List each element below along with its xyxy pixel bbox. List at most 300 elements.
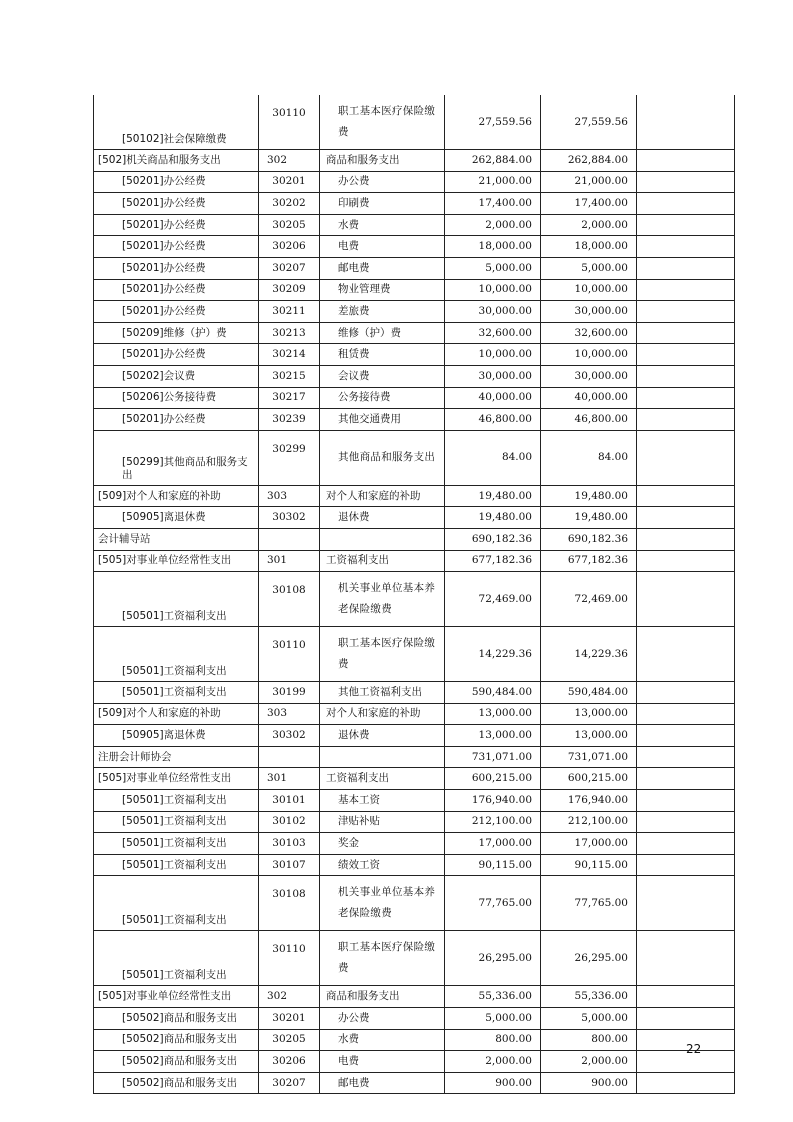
note-cell (637, 550, 735, 572)
econ-name-cell: 办公费 (320, 1008, 445, 1030)
table-row (94, 746, 735, 768)
amount-cell: 800.00 (445, 1029, 541, 1051)
category-cell (94, 344, 259, 366)
econ-code-cell: 30239 (259, 409, 320, 431)
table-row (94, 236, 735, 258)
note-cell (637, 876, 735, 931)
amount-cell: 30,000.00 (445, 301, 541, 323)
econ-code-cell: 30201 (259, 171, 320, 193)
note-cell (637, 833, 735, 855)
table-row (94, 986, 735, 1008)
econ-name-cell: 职工基本医疗保险缴费 (320, 627, 445, 682)
amount-cell: 262,884.00 (541, 150, 637, 172)
category-cell (94, 387, 259, 409)
amount-cell: 84.00 (445, 430, 541, 485)
table-row (94, 171, 735, 193)
category-cell (94, 627, 259, 682)
econ-name-cell: 物业管理费 (320, 279, 445, 301)
note-cell (637, 682, 735, 704)
note-cell (637, 193, 735, 215)
category-code: [50502] (122, 1011, 164, 1024)
econ-name-cell: 奖金 (320, 833, 445, 855)
econ-code-cell: 30217 (259, 387, 320, 409)
econ-name-cell: 电费 (320, 236, 445, 258)
econ-code-cell: 30211 (259, 301, 320, 323)
econ-code-cell: 30207 (259, 1072, 320, 1094)
category-cell (94, 572, 259, 627)
category-cell (94, 682, 259, 704)
category-cell (94, 986, 259, 1008)
note-cell (637, 150, 735, 172)
amount-cell: 32,600.00 (541, 322, 637, 344)
category-name: 对个人和家庭的补助 (126, 489, 221, 502)
category-cell (94, 507, 259, 529)
amount-cell: 677,182.36 (541, 550, 637, 572)
amount-cell: 72,469.00 (445, 572, 541, 627)
category-code: [50501] (122, 858, 164, 871)
category-code: [50201] (122, 348, 164, 361)
note-cell (637, 703, 735, 725)
amount-cell: 27,559.56 (445, 95, 541, 150)
note-cell (637, 572, 735, 627)
note-cell (637, 236, 735, 258)
category-code: [50502] (122, 1076, 164, 1089)
table-row (94, 931, 735, 986)
amount-cell: 46,800.00 (541, 409, 637, 431)
category-cell (94, 95, 259, 150)
amount-cell: 18,000.00 (541, 236, 637, 258)
table-body (94, 95, 735, 1094)
amount-cell: 19,480.00 (541, 485, 637, 507)
category-cell (94, 171, 259, 193)
econ-name-cell: 其他商品和服务支出 (320, 430, 445, 485)
amount-cell: 2,000.00 (445, 1051, 541, 1073)
note-cell (637, 768, 735, 790)
econ-code-cell: 30110 (259, 931, 320, 986)
category-code: [505] (98, 990, 127, 1003)
amount-cell: 731,071.00 (541, 746, 637, 768)
note-cell (637, 409, 735, 431)
table-row (94, 833, 735, 855)
table-row (94, 485, 735, 507)
econ-name-cell: 机关事业单位基本养老保险缴费 (320, 876, 445, 931)
category-code: [50201] (122, 283, 164, 296)
category-cell (94, 790, 259, 812)
category-name: 工资福利支出 (163, 793, 227, 806)
category-name: 商品和服务支出 (163, 1033, 238, 1046)
amount-cell: 5,000.00 (541, 1008, 637, 1030)
page-number: 22 (686, 1042, 702, 1056)
category-code: [50201] (122, 240, 164, 253)
category-cell (94, 409, 259, 431)
note-cell (637, 214, 735, 236)
table-row (94, 214, 735, 236)
econ-name-cell: 对个人和家庭的补助 (320, 703, 445, 725)
note-cell (637, 322, 735, 344)
category-cell (94, 150, 259, 172)
category-name: 办公经费 (163, 283, 206, 296)
econ-code-cell: 301 (259, 550, 320, 572)
econ-name-cell (320, 746, 445, 768)
table-row (94, 1008, 735, 1030)
category-code: [50905] (122, 729, 164, 742)
table-row (94, 365, 735, 387)
category-name: 工资福利支出 (163, 837, 227, 850)
amount-cell: 55,336.00 (541, 986, 637, 1008)
category-name: 工资福利支出 (163, 858, 227, 871)
econ-name-cell: 职工基本医疗保险缴费 (320, 95, 445, 150)
table-row (94, 409, 735, 431)
table-row (94, 528, 735, 550)
econ-code-cell: 30206 (259, 236, 320, 258)
note-cell (637, 95, 735, 150)
amount-cell: 46,800.00 (445, 409, 541, 431)
econ-code-cell: 30108 (259, 876, 320, 931)
table-row (94, 703, 735, 725)
category-code: [502] (98, 153, 127, 166)
econ-code-cell: 30209 (259, 279, 320, 301)
table-row (94, 193, 735, 215)
amount-cell: 17,400.00 (541, 193, 637, 215)
category-name: 离退休费 (163, 511, 206, 524)
table-row (94, 550, 735, 572)
table-row (94, 725, 735, 747)
amount-cell: 14,229.36 (541, 627, 637, 682)
amount-cell: 5,000.00 (445, 257, 541, 279)
category-name: 办公经费 (163, 175, 206, 188)
category-code: [50209] (122, 326, 164, 339)
budget-table (93, 95, 735, 1094)
table-row (94, 1072, 735, 1094)
note-cell (637, 344, 735, 366)
amount-cell: 84.00 (541, 430, 637, 485)
category-code: [50206] (122, 391, 164, 404)
amount-cell: 32,600.00 (445, 322, 541, 344)
amount-cell: 90,115.00 (445, 854, 541, 876)
amount-cell: 176,940.00 (541, 790, 637, 812)
table-row (94, 768, 735, 790)
table-row (94, 682, 735, 704)
note-cell (637, 279, 735, 301)
category-cell (94, 1072, 259, 1094)
amount-cell: 13,000.00 (541, 725, 637, 747)
econ-name-cell: 邮电费 (320, 257, 445, 279)
econ-name-cell: 水费 (320, 214, 445, 236)
category-name: 机关商品和服务支出 (126, 153, 221, 166)
note-cell (637, 301, 735, 323)
category-code: [50201] (122, 218, 164, 231)
category-cell (94, 811, 259, 833)
amount-cell: 17,000.00 (445, 833, 541, 855)
econ-code-cell: 30213 (259, 322, 320, 344)
note-cell (637, 430, 735, 485)
category-cell (94, 768, 259, 790)
category-cell (94, 746, 259, 768)
category-cell (94, 301, 259, 323)
amount-cell: 600,215.00 (541, 768, 637, 790)
category-name: 商品和服务支出 (163, 1076, 238, 1089)
amount-cell: 10,000.00 (445, 279, 541, 301)
category-name: 商品和服务支出 (163, 1011, 238, 1024)
econ-code-cell: 30107 (259, 854, 320, 876)
category-cell (94, 279, 259, 301)
econ-code-cell: 30214 (259, 344, 320, 366)
econ-name-cell: 商品和服务支出 (320, 150, 445, 172)
econ-code-cell: 30206 (259, 1051, 320, 1073)
note-cell (637, 986, 735, 1008)
note-cell (637, 790, 735, 812)
amount-cell: 21,000.00 (541, 171, 637, 193)
amount-cell: 590,484.00 (541, 682, 637, 704)
category-cell (94, 703, 259, 725)
category-code: [505] (98, 772, 127, 785)
category-cell (94, 876, 259, 931)
category-cell (94, 257, 259, 279)
category-name: 商品和服务支出 (163, 1055, 238, 1068)
category-code: [509] (98, 707, 127, 720)
note-cell (637, 257, 735, 279)
note-cell (637, 387, 735, 409)
category-cell (94, 365, 259, 387)
table-row (94, 257, 735, 279)
note-cell (637, 627, 735, 682)
amount-cell: 26,295.00 (445, 931, 541, 986)
category-cell (94, 854, 259, 876)
category-cell (94, 833, 259, 855)
category-code: [50502] (122, 1055, 164, 1068)
amount-cell: 731,071.00 (445, 746, 541, 768)
econ-name-cell: 工资福利支出 (320, 550, 445, 572)
category-name: 工资福利支出 (163, 815, 227, 828)
econ-name-cell: 工资福利支出 (320, 768, 445, 790)
category-code: [505] (98, 554, 127, 567)
amount-cell: 72,469.00 (541, 572, 637, 627)
econ-code-cell: 30205 (259, 1029, 320, 1051)
amount-cell: 10,000.00 (541, 344, 637, 366)
category-code: [50501] (122, 969, 164, 982)
amount-cell: 40,000.00 (541, 387, 637, 409)
table-row (94, 279, 735, 301)
category-name: 办公经费 (163, 261, 206, 274)
note-cell (637, 725, 735, 747)
amount-cell: 13,000.00 (445, 703, 541, 725)
table-row (94, 1029, 735, 1051)
amount-cell: 10,000.00 (445, 344, 541, 366)
note-cell (637, 528, 735, 550)
category-name: 社会保障缴费 (163, 133, 227, 145)
category-code: [50501] (122, 793, 164, 806)
amount-cell: 262,884.00 (445, 150, 541, 172)
category-cell (94, 430, 259, 485)
amount-cell: 13,000.00 (541, 703, 637, 725)
amount-cell: 5,000.00 (445, 1008, 541, 1030)
econ-code-cell: 30202 (259, 193, 320, 215)
table-row (94, 344, 735, 366)
category-name: 维修（护）费 (163, 326, 227, 339)
econ-name-cell: 差旅费 (320, 301, 445, 323)
table-row (94, 854, 735, 876)
amount-cell: 800.00 (541, 1029, 637, 1051)
category-cell (94, 214, 259, 236)
econ-name-cell: 办公费 (320, 171, 445, 193)
table-row (94, 507, 735, 529)
category-name: 工资福利支出 (163, 914, 227, 927)
note-cell (637, 507, 735, 529)
econ-name-cell: 绩效工资 (320, 854, 445, 876)
category-code: [50201] (122, 304, 164, 317)
table-row (94, 811, 735, 833)
category-code: [50501] (122, 914, 164, 927)
note-cell (637, 811, 735, 833)
category-cell (94, 322, 259, 344)
econ-name-cell: 其他工资福利支出 (320, 682, 445, 704)
econ-code-cell: 30199 (259, 682, 320, 704)
econ-code-cell: 30207 (259, 257, 320, 279)
amount-cell: 590,484.00 (445, 682, 541, 704)
econ-name-cell: 电费 (320, 1051, 445, 1073)
category-name: 办公经费 (163, 240, 206, 253)
category-code: [50905] (122, 511, 164, 524)
econ-name-cell: 基本工资 (320, 790, 445, 812)
category-name: 办公经费 (163, 412, 206, 425)
category-cell (94, 236, 259, 258)
econ-code-cell: 30201 (259, 1008, 320, 1030)
category-code: [50501] (122, 610, 164, 623)
econ-code-cell: 303 (259, 703, 320, 725)
amount-cell: 18,000.00 (445, 236, 541, 258)
econ-code-cell (259, 746, 320, 768)
category-name: 办公经费 (163, 218, 206, 231)
category-name: 对事业单位经常性支出 (126, 554, 232, 567)
table-row (94, 572, 735, 627)
category-code: [50501] (122, 665, 164, 678)
econ-name-cell: 会议费 (320, 365, 445, 387)
amount-cell: 40,000.00 (445, 387, 541, 409)
category-cell (94, 1051, 259, 1073)
amount-cell: 690,182.36 (445, 528, 541, 550)
category-code: [50502] (122, 1033, 164, 1046)
econ-code-cell: 30302 (259, 507, 320, 529)
category-code: [50501] (122, 837, 164, 850)
amount-cell: 55,336.00 (445, 986, 541, 1008)
category-code: [50501] (122, 815, 164, 828)
amount-cell: 600,215.00 (445, 768, 541, 790)
amount-cell: 19,480.00 (445, 485, 541, 507)
econ-code-cell: 30102 (259, 811, 320, 833)
table-row (94, 430, 735, 485)
econ-code-cell: 30215 (259, 365, 320, 387)
note-cell (637, 854, 735, 876)
amount-cell: 677,182.36 (445, 550, 541, 572)
econ-name-cell: 维修（护）费 (320, 322, 445, 344)
amount-cell: 27,559.56 (541, 95, 637, 150)
amount-cell: 900.00 (541, 1072, 637, 1094)
category-code: [509] (98, 489, 127, 502)
category-name: 工资福利支出 (163, 610, 227, 623)
category-name: 工资福利支出 (163, 685, 227, 698)
category-name: 其他商品和服务支出 (122, 455, 248, 481)
amount-cell: 14,229.36 (445, 627, 541, 682)
amount-cell: 2,000.00 (541, 214, 637, 236)
note-cell (637, 1008, 735, 1030)
category-name: 工资福利支出 (163, 969, 227, 982)
econ-name-cell: 邮电费 (320, 1072, 445, 1094)
econ-name-cell: 印刷费 (320, 193, 445, 215)
note-cell (637, 485, 735, 507)
econ-name-cell: 职工基本医疗保险缴费 (320, 931, 445, 986)
econ-name-cell: 津贴补贴 (320, 811, 445, 833)
category-cell (94, 485, 259, 507)
amount-cell: 176,940.00 (445, 790, 541, 812)
category-cell (94, 725, 259, 747)
category-cell (94, 193, 259, 215)
econ-name-cell (320, 528, 445, 550)
category-name: 对事业单位经常性支出 (126, 990, 232, 1003)
category-name: 办公经费 (163, 304, 206, 317)
category-code: [50201] (122, 261, 164, 274)
amount-cell: 30,000.00 (541, 301, 637, 323)
category-code: [50201] (122, 175, 164, 188)
econ-name-cell: 退休费 (320, 725, 445, 747)
note-cell (637, 171, 735, 193)
econ-name-cell: 其他交通费用 (320, 409, 445, 431)
amount-cell: 5,000.00 (541, 257, 637, 279)
category-name: 注册会计师协会 (98, 750, 172, 763)
category-name: 离退休费 (163, 729, 206, 742)
econ-code-cell: 30108 (259, 572, 320, 627)
econ-code-cell: 30302 (259, 725, 320, 747)
econ-name-cell: 水费 (320, 1029, 445, 1051)
table-row (94, 322, 735, 344)
note-cell (637, 365, 735, 387)
amount-cell: 77,765.00 (541, 876, 637, 931)
econ-code-cell (259, 528, 320, 550)
table-row (94, 301, 735, 323)
category-name: 公务接待费 (163, 391, 217, 404)
note-cell (637, 1072, 735, 1094)
table-row (94, 1051, 735, 1073)
category-cell (94, 550, 259, 572)
amount-cell: 19,480.00 (445, 507, 541, 529)
econ-code-cell: 30205 (259, 214, 320, 236)
category-code: [50202] (122, 369, 164, 382)
econ-code-cell: 301 (259, 768, 320, 790)
econ-code-cell: 302 (259, 986, 320, 1008)
amount-cell: 30,000.00 (445, 365, 541, 387)
category-name: 工资福利支出 (163, 665, 227, 678)
econ-name-cell: 公务接待费 (320, 387, 445, 409)
econ-name-cell: 对个人和家庭的补助 (320, 485, 445, 507)
category-name: 办公经费 (163, 196, 206, 209)
amount-cell: 17,400.00 (445, 193, 541, 215)
econ-code-cell: 30110 (259, 95, 320, 150)
category-name: 办公经费 (163, 348, 206, 361)
category-cell (94, 528, 259, 550)
econ-code-cell: 30299 (259, 430, 320, 485)
category-name: 会计辅导站 (98, 532, 151, 545)
category-code: [50501] (122, 685, 164, 698)
amount-cell: 17,000.00 (541, 833, 637, 855)
note-cell (637, 746, 735, 768)
econ-name-cell: 退休费 (320, 507, 445, 529)
econ-name-cell: 租赁费 (320, 344, 445, 366)
econ-name-cell: 机关事业单位基本养老保险缴费 (320, 572, 445, 627)
note-cell (637, 931, 735, 986)
category-cell (94, 1008, 259, 1030)
amount-cell: 13,000.00 (445, 725, 541, 747)
category-name: 对事业单位经常性支出 (126, 772, 232, 785)
category-name: 对个人和家庭的补助 (126, 707, 221, 720)
